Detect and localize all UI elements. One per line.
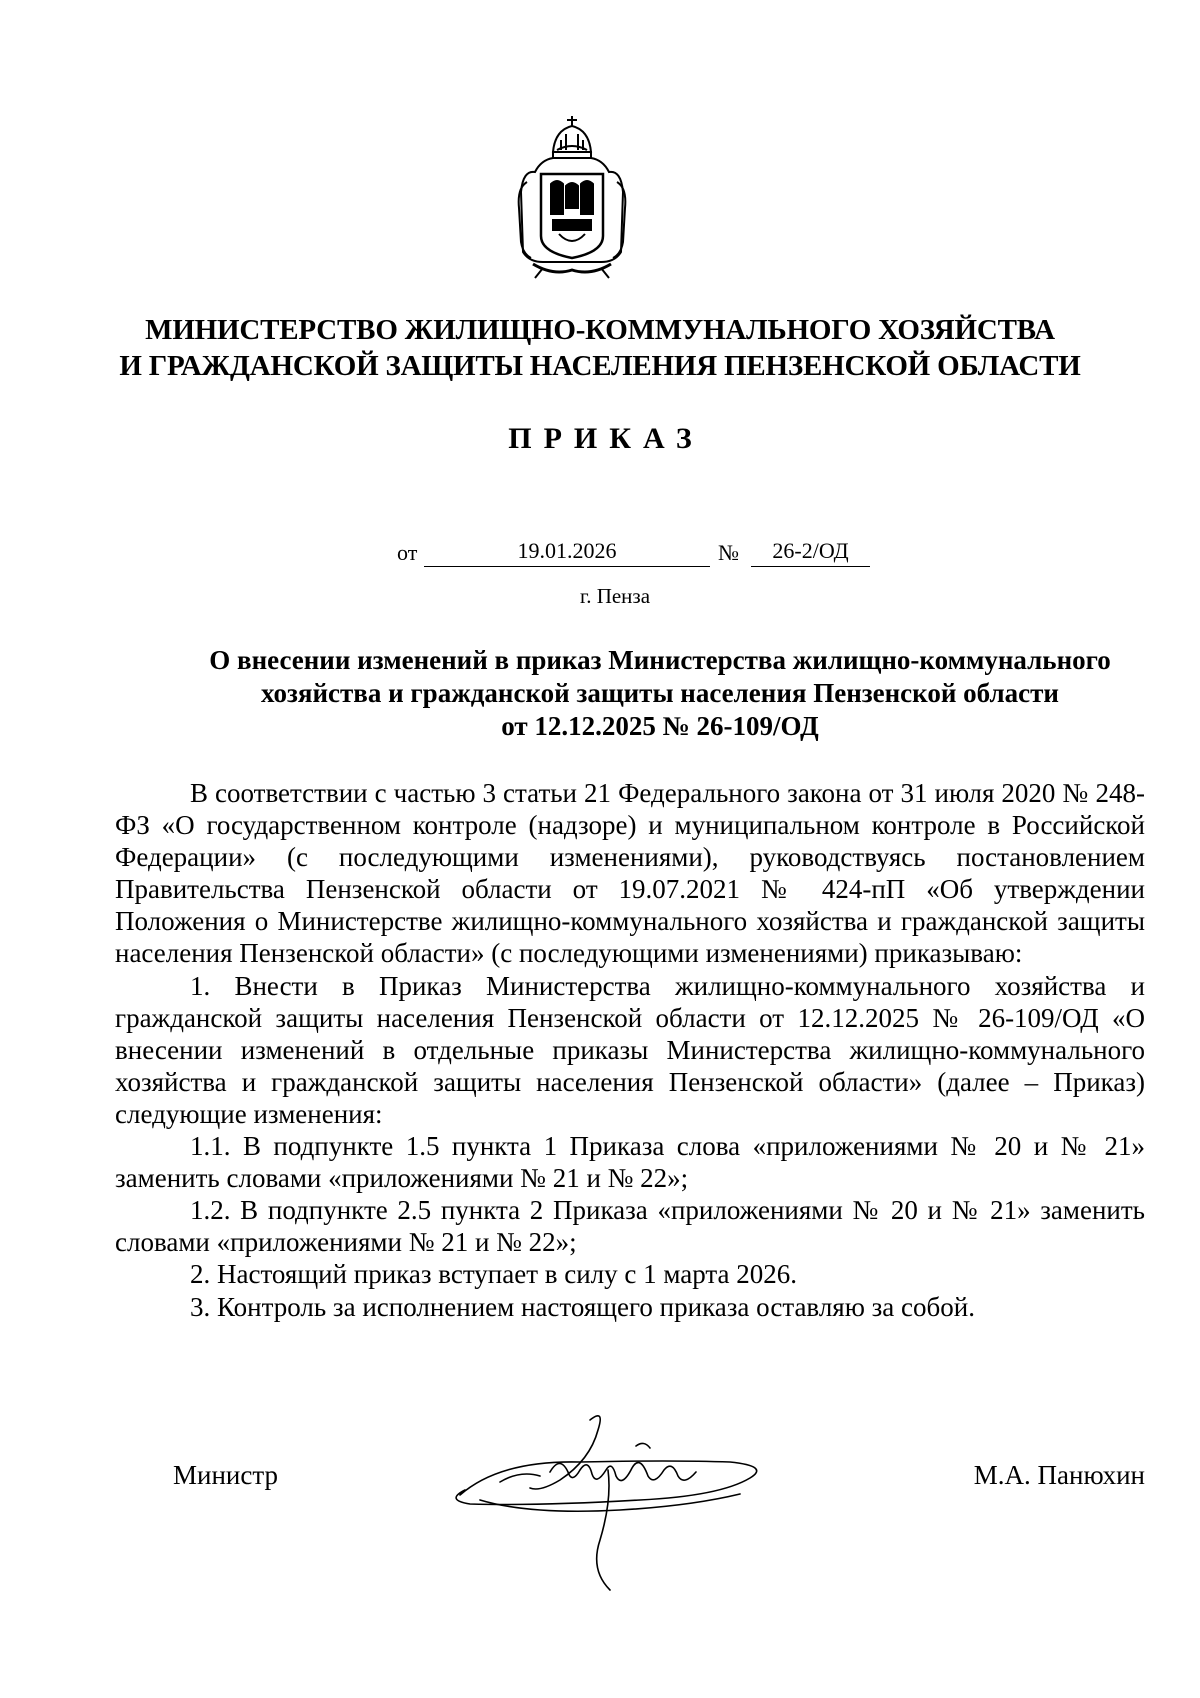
item-1-1-paragraph: 1.1. В подпункте 1.5 пункта 1 Приказа слова «приложениями № 20 и № 21» заменить словами «приложениями № 21 и № 22»;: [115, 1131, 1145, 1194]
item-1-2-paragraph: 1.2. В подпункте 2.5 пункта 2 Приказа «приложениями № 20 и № 21» заменить словами «приложениями № 21 и № 22»;: [115, 1195, 1145, 1258]
item-2-paragraph: 2. Настоящий приказ вступает в силу с 1 марта 2026.: [190, 1259, 798, 1290]
ministry-title-line2: И ГРАЖДАНСКОЙ ЗАЩИТЫ НАСЕЛЕНИЯ ПЕНЗЕНСКОЙ ОБЛАСТИ: [119, 350, 1081, 382]
city: г. Пенза: [579, 584, 651, 608]
subject-line2: хозяйства и гражданской защиты населения Пензенской области: [261, 678, 1059, 708]
number-sign: №: [718, 540, 739, 565]
subject-line1: О внесении изменений в приказ Министерства жилищно-коммунального: [209, 645, 1111, 675]
preamble-paragraph: В соответствии с частью 3 статьи 21 Федерального закона от 31 июля 2020 № 248-ФЗ «О государственном контроле (надзоре) и муниципальном контроле в Российской Федерации» (с последующими изменениями), руководствуясь постановлением Правительства Пензенской области от 19.07.2021 № 424-пП «Об утверждении Положения о Министерстве жилищно-коммунального хозяйства и гражданской защиты населения Пензенской области» (с последующими изменениями) приказываю:: [115, 778, 1145, 969]
document-number: 26-2/ОД: [751, 538, 870, 567]
document-date: 19.01.2026: [424, 538, 710, 567]
item-1-paragraph: 1. Внести в Приказ Министерства жилищно-коммунального хозяйства и гражданской защиты населения Пензенской области от 12.12.2025 № 26-109/ОД «О внесении изменений в отдельные приказы Министерства жилищно-коммунального хозяйства и гражданской защиты населения Пензенской области» (далее – Приказ) следующие изменения:: [115, 970, 1145, 1129]
handwritten-signature: [440, 1400, 820, 1600]
coat-of-arms-icon: [513, 112, 631, 280]
document-type: ПРИКАЗ: [508, 422, 704, 455]
document-details: [0, 538, 1200, 568]
document-body: [115, 777, 1145, 1323]
signer-name: М.А. Панюхин: [973, 1460, 1145, 1490]
subject-line3: от 12.12.2025 № 26-109/ОД: [501, 711, 819, 741]
document-subject: [160, 644, 1160, 743]
signer-position: Министр: [173, 1460, 278, 1490]
ministry-title-line1: МИНИСТЕРСТВО ЖИЛИЩНО-КОММУНАЛЬНОГО ХОЗЯЙСТВА: [145, 314, 1055, 346]
item-3-paragraph: 3. Контроль за исполнением настоящего приказа оставляю за собой.: [190, 1291, 975, 1322]
date-prefix: от: [397, 540, 418, 565]
